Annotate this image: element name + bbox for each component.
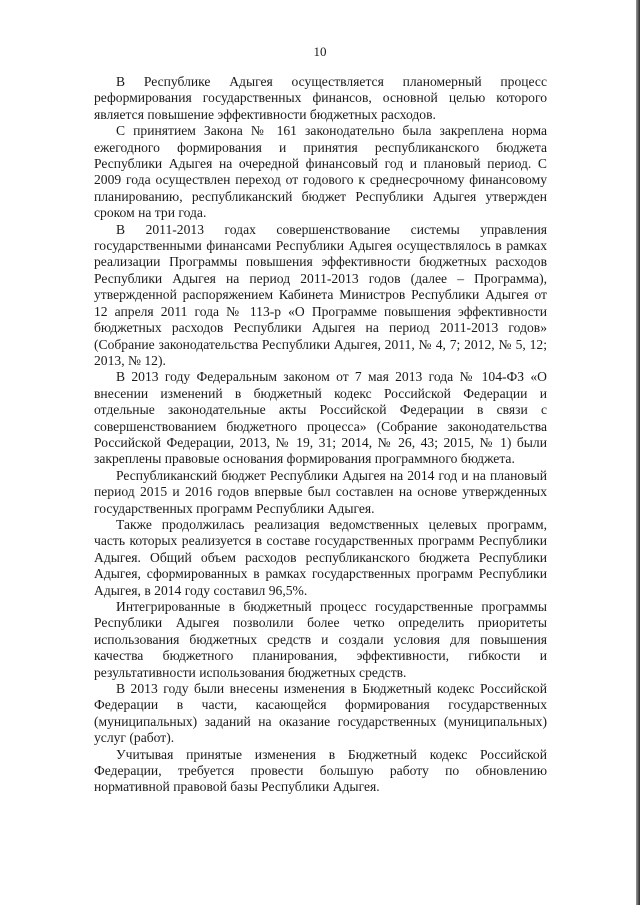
paragraph-program-2011-2013: В 2011-2013 годах совершенствование системы управления государственными финансами Республики Адыгея осуществлялось в рамках реализации Программы повышения эффективности бюджетных расходов Республики Адыгея на период 2011-2013 годов (далее – Программа), утвержденной распоряжением Кабинета Министров Республики Адыгея от 12 апреля 2011 года № 113-р «О Программе повышения эффективности бюджетных расходов Республики Адыгея на период 2011-2013 годов» (Собрание законодательства Республики Адыгея, 2011, № 4, 7; 2012, № 5, 12; 2013, № 12). <box>94 221 547 368</box>
paragraph-departmental-programs: Также продолжилась реализация ведомственных целевых программ, часть которых реализуется в составе государственных программ Республики Адыгея. Общий объем расходов республиканского бюджета Республики Адыгея, сформированных в рамках государственных программ Республики Адыгея, в 2014 году составил 96,5%. <box>94 516 547 598</box>
paragraph-budget-code-changes: В 2013 году были внесены изменения в Бюджетный кодекс Российской Федерации в части, касающейся формирования государственных (муниципальных) заданий на оказание государственных (муниципальных) услуг (работ). <box>94 681 547 746</box>
paragraph-reform: В Республике Адыгея осуществляется планомерный процесс реформирования государственных финансов, основной целью которого является повышение эффективности бюджетных расходов. <box>94 74 547 122</box>
paragraph-integrated-programs: Интегрированные в бюджетный процесс государственные программы Республики Адыгея позволили более четко определить приоритеты использования бюджетных средств и создали условия для повышения качества бюджетного планирования, эффективности, гибкости и результативности использования бюджетных средств. <box>94 599 547 680</box>
paragraph-federal-law-104: В 2013 году Федеральным законом от 7 мая 2013 года № 104-ФЗ «О внесении изменений в бюджетный кодекс Российской Федерации и отдельные законодательные акты Российской Федерации в связи с совершенствованием бюджетного процесса» (Собрание законодательства Российской Федерации, 2013, № 19, 31; 2014, № 26, 43; 2015, № 1) были закреплены правовые основания формирования программного бюджета. <box>94 369 547 467</box>
paragraph-regulatory-update: Учитывая принятые изменения в Бюджетный кодекс Российской Федерации, требуется провести большую работу по обновлению нормативной правовой базы Республики Адыгея. <box>94 746 547 795</box>
scan-edge-shadow <box>636 0 640 905</box>
paragraph-law-161: С принятием Закона № 161 законодательно была закреплена норма ежегодного формирования и принятия республиканского бюджета Республики Адыгея на очередной финансовый год и плановый период. С 2009 года осуществлен переход от годового к среднесрочному финансовому планированию, республиканский бюджет Республики Адыгея утвержден сроком на три года. <box>94 123 547 221</box>
document-body <box>94 74 547 796</box>
paragraph-budget-2014: Республиканский бюджет Республики Адыгея на 2014 год и на плановый период 2015 и 2016 годов впервые был составлен на основе утвержденных государственных программ Республики Адыгея. <box>94 467 547 516</box>
page-number: 10 <box>313 44 327 59</box>
